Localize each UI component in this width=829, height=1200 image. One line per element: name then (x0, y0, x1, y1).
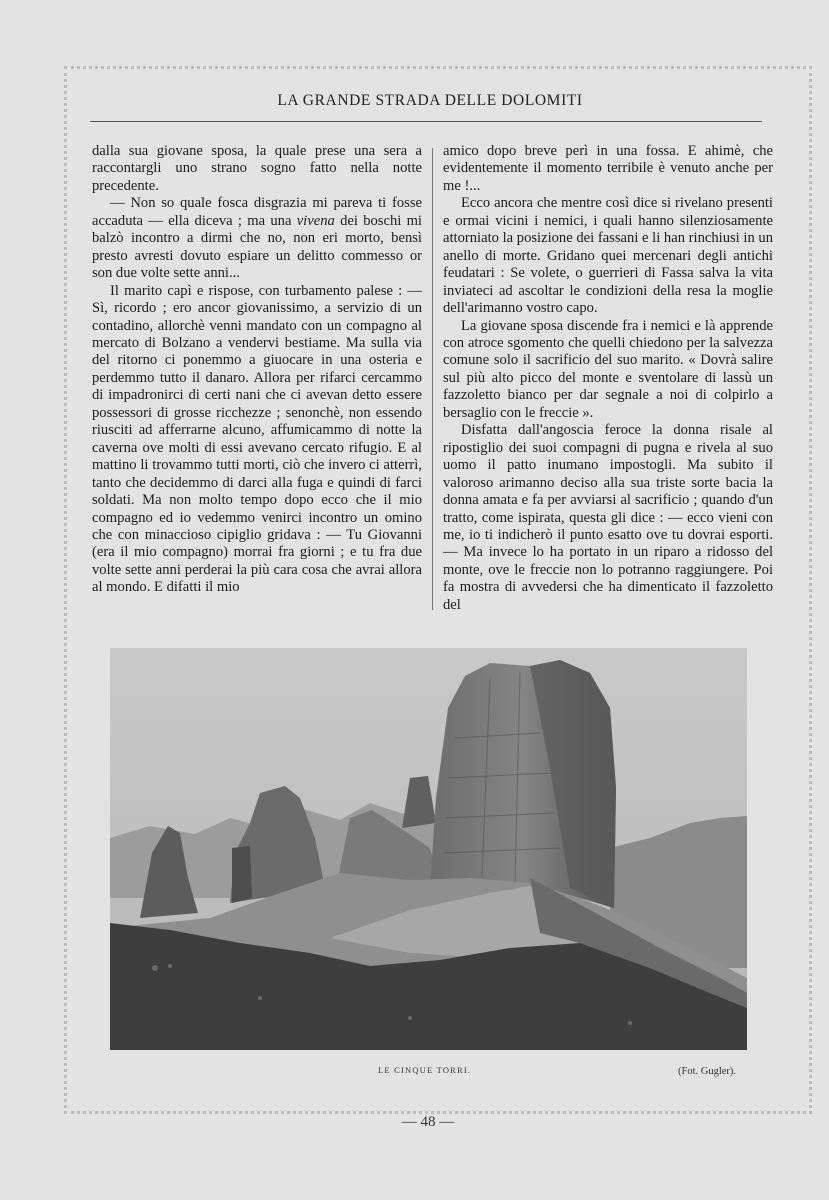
photo-illustration (110, 648, 747, 1050)
paragraph-text: dei boschi mi balzò incontro a dirmi che no, non eri morto, bensì presto avresti dovuto espiare un delitto commesso or son due volte sette anni... (92, 212, 422, 282)
running-head: LA GRANDE STRADA DELLE DOLOMITI (277, 92, 583, 109)
photo-credit: (Fot. Gugler). (678, 1066, 737, 1077)
paragraph (92, 195, 422, 282)
paragraph: amico dopo breve perì in una fossa. E ahimè, che evidentemente il momento terribile è venuto anche per me !... (443, 143, 773, 194)
paragraph-text: — Non so quale fosca disgrazia mi pareva ti fosse accaduta — ella diceva ; ma una (92, 195, 422, 229)
column-divider (432, 148, 433, 610)
mountain-photograph (110, 648, 747, 1050)
paragraph: Ecco ancora che mentre così dice si rivelano presenti e ormai vicini i nemici, i quali hanno silenziosamente attorniato la posizione dei fassani e li han rinchiusi in un anello di morte. Gridano quei mercenari degli antichi feudatari : Se volete, o guerrieri di Fassa salva la vita inviateci ad ascoltar le condizioni della resa la moglie dell'arimanno vostro capo. (443, 195, 773, 317)
italic-term: vivena (296, 212, 335, 229)
figure-caption: LE CINQUE TORRI. (378, 1065, 472, 1075)
paragraph: dalla sua giovane sposa, la quale prese una sera a raccontargli uno strano sogno fatto nella notte precedente. (92, 143, 422, 194)
right-column (443, 143, 773, 614)
left-column (92, 143, 422, 597)
paragraph: Il marito capì e rispose, con turbamento palese : — Sì, ricordo ; ero ancor giovanissimo, a servizio di un contadino, allorchè venni mandato con un compagno al mercato di Bolzano a vendervi bestiame. Ma sulla via del ritorno ci ponemmo a giuocare in una osteria e perdemmo tutto il danaro. Allora per rifarci cercammo di impadronirci di certi nani che ci avevan detto essere possessori di grosse ricchezze ; senonchè, non essendo riusciti ad afferrarne alcuno, affumicammo di notte la caverna ove molti di essi avevano cercato rifugio. E al mattino li trovammo tutti morti, ciò che invero ci atterrì, tanto che decidemmo di darci alla fuga e quindi di farci soldati. Ma non molto tempo dopo ecco che il mio compagno ed io vedemmo venirci incontro un omino che con minaccioso cipiglio gridava : — Tu Giovanni (era il mio compagno) morrai fra giorni ; e tu fra due volte sette anni perderai la più cara cosa che avrai allora al mondo. E difatti il mio (92, 282, 422, 596)
page-number: — 48 — (401, 1114, 455, 1130)
header-rule (90, 121, 762, 122)
paragraph: Disfatta dall'angoscia feroce la donna risale al ripostiglio dei suoi compagni di pugna e rivela al suo uomo il patto inumano impostogli. Ma subito il valoroso arimanno deciso alla sua triste sorte bacia la donna amata e fa per avviarsi al sacrificio ; quando d'un tratto, come ispirata, questa gli dice : — ecco vieni con me, io ti indicherò il punto esatto ove tu dovrai esporti. — Ma invece lo ha portato in un riparo a ridosso del monte, ove le freccie non lo potranno raggiungere. Poi fa mostra di avvedersi che ha dimenticato il fazzoletto del (443, 422, 773, 613)
paragraph: La giovane sposa discende fra i nemici e là apprende con atroce sgomento che quelli chiedono per la salvezza comune solo il sacrificio del suo marito. « Dovrà salire sul più alto picco del monte e sventolare di lassù un fazzoletto bianco per dar segnale a noi di colpirlo a bersaglio con le freccie ». (443, 317, 773, 421)
